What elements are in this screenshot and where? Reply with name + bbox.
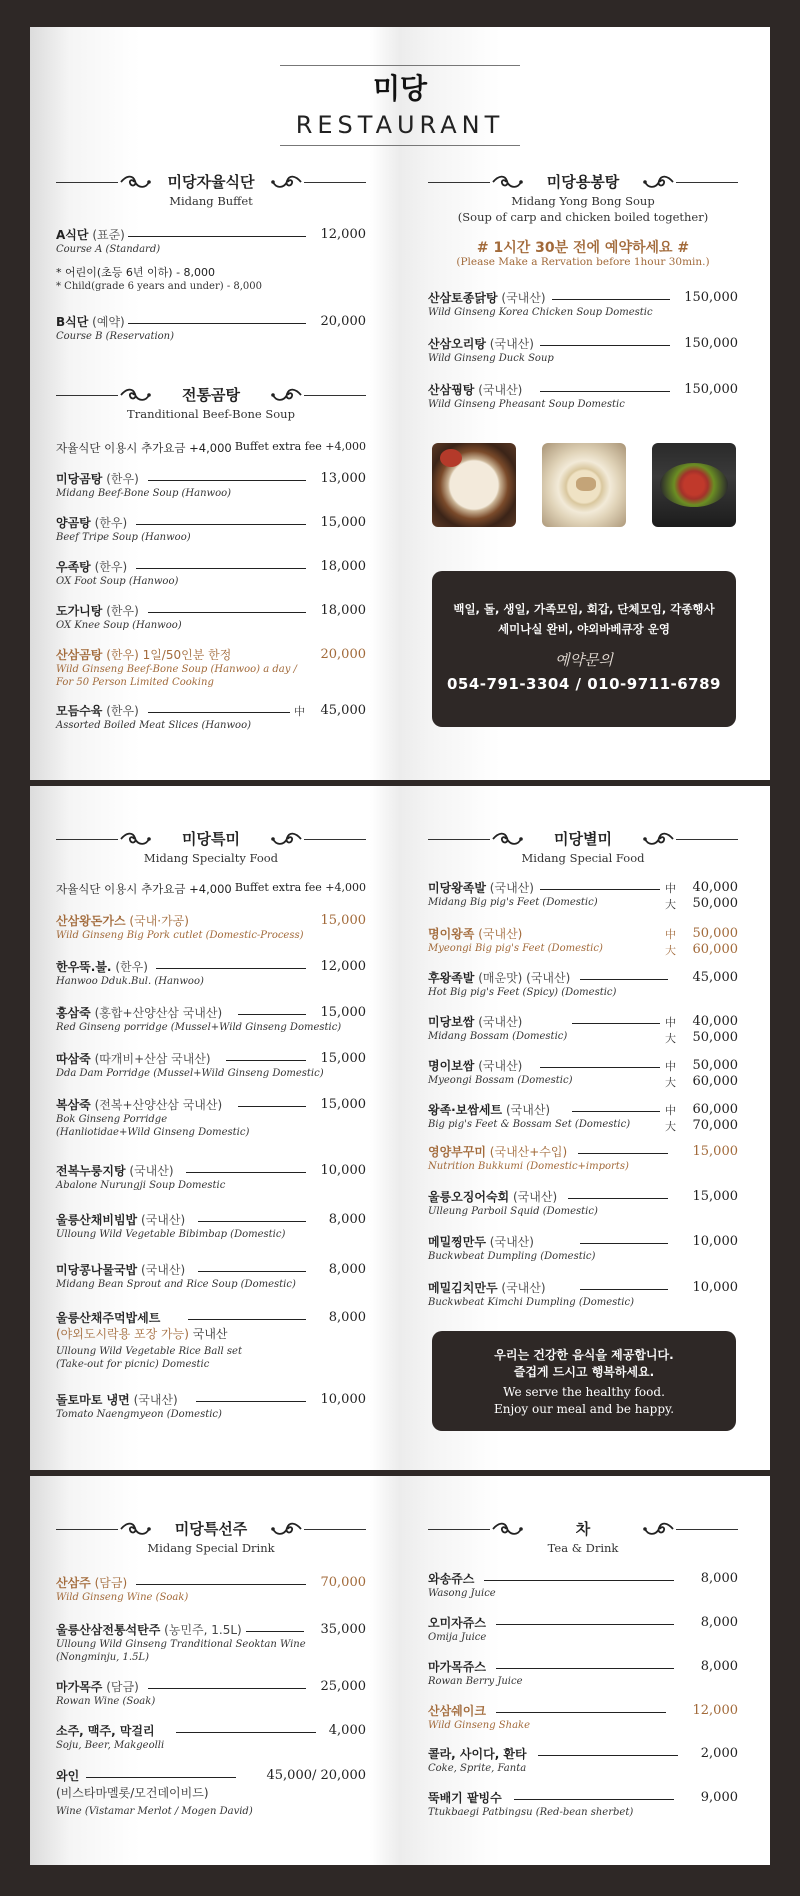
item-price: 15,000 xyxy=(692,1144,738,1159)
item-name: 왕족·보쌈세트 xyxy=(428,1103,503,1117)
item-name: 산삼꿩탕 xyxy=(428,383,475,397)
item-english: Midang Big pig's Feet (Domestic) xyxy=(428,897,598,908)
item-english: Rowan Wine (Soak) xyxy=(56,1696,156,1707)
ornament-left-icon xyxy=(119,173,151,191)
section-subtitle: Midang Specialty Food xyxy=(143,851,279,865)
item-name: 산삼쉐이크 xyxy=(428,1704,486,1718)
item-price-medium: 60,000 xyxy=(692,1102,738,1117)
item-price: 35,000 xyxy=(320,1622,366,1637)
item-name: 메밀찡만두 xyxy=(428,1235,486,1249)
item-note: 국내산 xyxy=(188,1327,228,1341)
item-english: Bok Ginseng Porridge xyxy=(56,1114,168,1125)
item-name: 와인 xyxy=(56,1769,80,1783)
size-medium: 中 xyxy=(665,1016,676,1029)
item-name: 울릉산채주먹밥세트 xyxy=(56,1311,161,1325)
item-note: (따개비+산삼 국내산) xyxy=(94,1052,211,1066)
item-price: 150,000 xyxy=(684,382,738,397)
item-price: 8,000 xyxy=(328,1262,366,1277)
item-name: 영양부꾸미 xyxy=(428,1145,486,1159)
item-price: 15,000 xyxy=(692,1189,738,1204)
item-english: Wine (Vistamar Merlot / Mogen David) xyxy=(56,1806,253,1817)
ornament-right-icon xyxy=(643,830,675,848)
item-note: (국내산) xyxy=(478,1015,523,1029)
item-name: 따삼죽 xyxy=(56,1052,91,1066)
section-subtitle: Tea & Drink xyxy=(547,1541,619,1555)
item-price-large: 70,000 xyxy=(692,1118,738,1133)
message-en-2: Enjoy our meal and be happy. xyxy=(493,1402,675,1416)
section-title: 미당특미 xyxy=(182,830,240,848)
item-english: Wild Ginseng Pheasant Soup Domestic xyxy=(428,399,625,410)
item-price: 8,000 xyxy=(700,1615,738,1630)
message-en-1: We serve the healthy food. xyxy=(503,1385,665,1399)
item-name: 마가목쥬스 xyxy=(428,1660,486,1674)
message-ko-1: 우리는 건강한 음식을 제공합니다. xyxy=(494,1348,674,1362)
item-english: Tomato Naengmyeon (Domestic) xyxy=(56,1409,222,1420)
item-note: (국내산) xyxy=(133,1393,178,1407)
section-header-special-food xyxy=(428,828,738,866)
ornament-right-icon xyxy=(271,386,303,404)
item-english: Wild Ginseng Big Pork cutlet (Domestic-Process) xyxy=(56,930,304,941)
item-price-medium: 40,000 xyxy=(692,1014,738,1029)
right-column xyxy=(428,786,738,1470)
item-name: 마가목주 xyxy=(56,1680,103,1694)
item-price: 18,000 xyxy=(320,603,366,618)
item-english: Ulloung Wild Vegetable Bibimbap (Domestic) xyxy=(56,1229,286,1240)
section-subtitle: Midang Special Drink xyxy=(147,1541,275,1555)
item-price: 15,000 xyxy=(320,913,366,928)
section-header-specialty xyxy=(56,828,366,866)
item-english-2: (Hanliotidae+Wild Ginseng Domestic) xyxy=(56,1127,250,1138)
item-note: (국내산) xyxy=(512,1190,558,1204)
item-name: 울릉산채비빔밥 xyxy=(56,1213,138,1227)
right-column xyxy=(428,27,738,780)
item-name: 미당왕족발 xyxy=(428,881,486,895)
item-note: (국내산) xyxy=(140,1263,186,1277)
item-note: (홍합+산양산삼 국내산) xyxy=(94,1006,223,1020)
section-header-yongbong xyxy=(428,171,738,225)
item-name: 복삼죽 xyxy=(56,1098,91,1112)
section-title: 미당특선주 xyxy=(174,1520,248,1538)
item-english: Assorted Boiled Meat Slices (Hanwoo) xyxy=(56,720,251,731)
item-price: 8,000 xyxy=(700,1571,738,1586)
item-english: Ulloung Wild Ginseng Tranditional Seoktan Wine xyxy=(56,1639,306,1650)
item-name: 뚝배기 팥빙수 xyxy=(428,1791,502,1805)
item-english: Rowan Berry Juice xyxy=(428,1676,523,1687)
buffet-extra-fee xyxy=(56,881,366,897)
item-english: Coke, Sprite, Fanta xyxy=(428,1763,527,1774)
section-header-drinks xyxy=(56,1518,366,1556)
item-note: (한우) xyxy=(106,704,139,718)
phone-numbers[interactable]: 054-791-3304 / 010-9711-6789 xyxy=(446,675,721,693)
item-note: (국내산) xyxy=(489,881,534,895)
item-price: 20,000 xyxy=(320,647,366,662)
item-name: 한우뚝.불. xyxy=(56,960,112,974)
reservation-notice-en: (Please Make a Rervation before 1hour 30min.) xyxy=(456,256,710,268)
left-column xyxy=(56,1476,366,1865)
item-price: 25,000 xyxy=(320,1679,366,1694)
item-name: 홍삼죽 xyxy=(56,1006,91,1020)
item-name: 양곰탕 xyxy=(56,516,91,530)
ornament-right-icon xyxy=(271,1520,303,1538)
item-price-medium: 50,000 xyxy=(692,1058,738,1073)
item-note: (국내산) xyxy=(505,1103,551,1117)
item-english: Beef Tripe Soup (Hanwoo) xyxy=(56,532,191,543)
item-english: Course A (Standard) xyxy=(56,244,161,255)
buffet-extra-fee xyxy=(56,440,366,456)
item-english-2: (Take-out for picnic) Domestic xyxy=(56,1359,210,1370)
item-note: (국내산+수입) xyxy=(489,1145,568,1159)
item-english: Midang Beef-Bone Soup (Hanwoo) xyxy=(56,488,232,499)
item-price: 150,000 xyxy=(684,336,738,351)
item-note: (담금) xyxy=(106,1680,139,1694)
item-price: 8,000 xyxy=(328,1310,366,1325)
item-note: (국내산) xyxy=(501,1281,546,1295)
section-subtitle: Midang Special Food xyxy=(521,851,645,865)
size-medium: 中 xyxy=(665,882,676,895)
item-name: 산삼토종닭탕 xyxy=(428,291,498,305)
section-title: 차 xyxy=(575,1520,591,1538)
item-price: 2,000 xyxy=(700,1746,738,1761)
item-price: 45,000 xyxy=(692,970,738,985)
item-name: 명이보쌈 xyxy=(428,1059,475,1073)
item-english: Ulleung Parboil Squid (Domestic) xyxy=(428,1206,598,1217)
item-price-large: 60,000 xyxy=(692,942,738,957)
item-name: 전복누룽지탕 xyxy=(56,1164,126,1178)
section-header-tea xyxy=(428,1518,738,1556)
item-english: Midang Bean Sprout and Rice Soup (Domestic) xyxy=(56,1279,296,1290)
size-large: 大 xyxy=(665,1120,676,1133)
ornament-left-icon xyxy=(491,830,523,848)
item-name: B식단 xyxy=(56,315,89,329)
reservation-notice-ko: # 1시간 30분 전에 예약하세요 # xyxy=(476,240,690,256)
item-price: 15,000 xyxy=(320,1097,366,1112)
size-medium: 中 xyxy=(665,928,676,941)
item-name: 메밀김치만두 xyxy=(428,1281,498,1295)
item-price: 15,000 xyxy=(320,515,366,530)
item-name: 후왕족발 xyxy=(428,971,475,985)
item-note: (비스타마멜롯/모건데이비드) xyxy=(56,1786,209,1800)
ornament-left-icon xyxy=(119,1520,151,1538)
size-medium: 中 xyxy=(665,1060,676,1073)
section-title: 미당용봉탕 xyxy=(546,173,620,191)
item-note: (한우) xyxy=(106,472,139,486)
item-english-2: For 50 Person Limited Cooking xyxy=(56,677,214,688)
child-price-en: * Child(grade 6 years and under) - 8,000 xyxy=(56,281,263,292)
item-english: Buckwbeat Dumpling (Domestic) xyxy=(428,1251,596,1262)
menu-panel-drinks xyxy=(30,1476,770,1865)
item-note: (매운맛) (국내산) xyxy=(478,971,571,985)
extra-fee-en: Buffet extra fee +4,000 xyxy=(234,881,366,894)
item-name: 울릉산삼전통석탄주 xyxy=(56,1623,161,1637)
platter-photo xyxy=(652,443,736,527)
item-name: 돌토마토 냉면 xyxy=(56,1393,130,1407)
size-medium: 中 xyxy=(665,1104,676,1117)
item-note: (한우) xyxy=(106,604,139,618)
item-name: 미당곰탕 xyxy=(56,472,103,486)
item-name: 산삼주 xyxy=(56,1576,91,1590)
message-box xyxy=(432,1331,736,1431)
ornament-left-icon xyxy=(491,173,523,191)
item-name: 미당콩나물국밥 xyxy=(56,1263,138,1277)
item-name: 우족탕 xyxy=(56,560,91,574)
left-column xyxy=(56,27,366,780)
item-name: 오미자쥬스 xyxy=(428,1616,486,1630)
item-english: Buckwbeat Kimchi Dumpling (Domestic) xyxy=(428,1297,635,1308)
item-name: 산삼오리탕 xyxy=(428,337,486,351)
item-price: 12,000 xyxy=(692,1703,738,1718)
item-note: (국내산) xyxy=(478,383,523,397)
item-english: Midang Bossam (Domestic) xyxy=(428,1031,568,1042)
size-label: 中 xyxy=(294,705,305,718)
item-note: (전복+산양산삼 국내산) xyxy=(94,1098,223,1112)
ornament-left-icon xyxy=(119,386,151,404)
item-name: 소주, 맥주, 막걸리 xyxy=(56,1724,155,1738)
item-name: A식단 xyxy=(56,228,89,242)
section-subtitle: Tranditional Beef-Bone Soup xyxy=(127,407,295,421)
item-note: (담금) xyxy=(94,1576,128,1590)
item-price: 12,000 xyxy=(320,959,366,974)
size-large: 大 xyxy=(665,1076,676,1089)
item-price: 15,000 xyxy=(320,1005,366,1020)
item-name: 모듬수육 xyxy=(56,704,103,718)
item-note: (국내산) xyxy=(478,1059,523,1073)
item-price: 9,000 xyxy=(700,1790,738,1805)
item-price-large: 50,000 xyxy=(692,1030,738,1045)
section-header-beef-soup xyxy=(56,384,366,422)
item-note: (국내산) xyxy=(478,927,523,941)
ornament-left-icon xyxy=(491,1520,523,1538)
size-large: 大 xyxy=(665,1032,676,1045)
item-price: 4,000 xyxy=(328,1723,366,1738)
item-english: Soju, Beer, Makgeolli xyxy=(56,1740,165,1751)
item-name: 도가니탕 xyxy=(56,604,103,618)
item-english: Big pig's Feet & Bossam Set (Domestic) xyxy=(428,1119,631,1130)
item-price: 10,000 xyxy=(692,1280,738,1295)
item-price: 10,000 xyxy=(692,1234,738,1249)
item-english: Abalone Nurungji Soup Domestic xyxy=(56,1180,226,1191)
extra-fee-en: Buffet extra fee +4,000 xyxy=(234,440,366,453)
item-note: (한우) xyxy=(115,960,148,974)
section-title: 미당별미 xyxy=(554,830,612,848)
item-english: Myeongi Big pig's Feet (Domestic) xyxy=(428,943,603,954)
section-title: 전통곰탕 xyxy=(182,386,240,404)
section-subtitle: Midang Yong Bong Soup xyxy=(511,194,655,208)
item-english: Ttukbaegi Patbingsu (Red-bean sherbet) xyxy=(428,1807,634,1818)
item-english: Wild Ginseng Duck Soup xyxy=(428,353,554,364)
item-name: 산삼왕돈가스 xyxy=(56,914,126,928)
item-price: 45,000 xyxy=(320,703,366,718)
left-column xyxy=(56,786,366,1470)
section-subtitle: Midang Buffet xyxy=(169,194,253,208)
item-price: 18,000 xyxy=(320,559,366,574)
item-note: (국내·가공) xyxy=(129,914,189,928)
item-price: 15,000 xyxy=(320,1051,366,1066)
restaurant-title-en: RESTAURANT xyxy=(295,111,505,139)
event-info-box xyxy=(432,571,736,727)
item-price: 150,000 xyxy=(684,290,738,305)
size-large: 大 xyxy=(665,898,676,911)
extra-fee-ko: 자율식단 이용시 추가요금 +4,000 xyxy=(56,882,232,896)
item-english: Wild Ginseng Wine (Soak) xyxy=(56,1592,189,1603)
soup-photo xyxy=(432,443,516,527)
item-note: (국내산) xyxy=(489,1235,534,1249)
item-price: 10,000 xyxy=(320,1392,366,1407)
item-price: 12,000 xyxy=(320,227,366,242)
item-price: 13,000 xyxy=(320,471,366,486)
item-price: 10,000 xyxy=(320,1163,366,1178)
item-english: Wild Ginseng Beef-Bone Soup (Hanwoo) a day / xyxy=(56,664,297,675)
message-ko-2: 즐겁게 드시고 행복하세요. xyxy=(513,1365,655,1379)
extra-fee-ko: 자율식단 이용시 추가요금 +4,000 xyxy=(56,441,232,455)
item-note: (한우) xyxy=(94,560,128,574)
item-english: Omija Juice xyxy=(428,1632,487,1643)
right-column xyxy=(428,1476,738,1865)
section-title: 미당자율식단 xyxy=(167,173,255,191)
item-note: (국내산) xyxy=(129,1164,174,1178)
item-note: (국내산) xyxy=(140,1213,186,1227)
item-english-2: (Nongminju, 1.5L) xyxy=(56,1652,149,1663)
item-price: 70,000 xyxy=(320,1575,366,1590)
item-name: 와송쥬스 xyxy=(428,1572,475,1586)
ornament-right-icon xyxy=(271,173,303,191)
item-name: 콜라, 사이다, 환타 xyxy=(428,1747,527,1761)
item-price: 8,000 xyxy=(700,1659,738,1674)
ornament-right-icon xyxy=(271,830,303,848)
item-price-large: 50,000 xyxy=(692,896,738,911)
item-name: 미당보쌈 xyxy=(428,1015,475,1029)
item-note: (한우) xyxy=(94,516,128,530)
item-price: 8,000 xyxy=(328,1212,366,1227)
item-english: OX Knee Soup (Hanwoo) xyxy=(56,620,182,631)
ornament-right-icon xyxy=(643,173,675,191)
item-note: (국내산) xyxy=(489,337,534,351)
section-subtitle-2: (Soup of carp and chicken boiled together) xyxy=(457,210,709,224)
item-english: Ulloung Wild Vegetable Rice Ball set xyxy=(56,1346,242,1357)
item-english: Nutrition Bukkumi (Domestic+imports) xyxy=(428,1161,629,1172)
item-english: Myeongi Bossam (Domestic) xyxy=(428,1075,573,1086)
item-note: (한우) 1일/50인분 한정 xyxy=(106,648,232,662)
item-note: (표준) xyxy=(92,228,125,242)
reservation-label: 예약문의 xyxy=(555,651,613,669)
dumpling-photo xyxy=(542,443,626,527)
item-english: Wild Ginseng Shake xyxy=(428,1720,531,1731)
item-price: 20,000 xyxy=(320,314,366,329)
section-header-buffet xyxy=(56,171,366,209)
item-price: 45,000/ 20,000 xyxy=(266,1768,366,1783)
item-english: Wild Ginseng Korea Chicken Soup Domestic xyxy=(428,307,653,318)
item-price-medium: 50,000 xyxy=(692,926,738,941)
item-english: Red Ginseng porridge (Mussel+Wild Ginseng Domestic) xyxy=(56,1022,342,1033)
item-price-large: 60,000 xyxy=(692,1074,738,1089)
item-english: Hot Big pig's Feet (Spicy) (Domestic) xyxy=(428,987,617,998)
item-name: 산삼곰탕 xyxy=(56,648,103,662)
item-english: Hanwoo Dduk.Bul. (Hanwoo) xyxy=(56,976,204,987)
child-price-ko: * 어린이(초등 6년 이하) - 8,000 xyxy=(56,266,216,279)
item-note: (국내산) xyxy=(501,291,546,305)
ornament-left-icon xyxy=(119,830,151,848)
item-name: 울릉오징어숙회 xyxy=(428,1190,510,1204)
item-english: Dda Dam Porridge (Mussel+Wild Ginseng Domestic) xyxy=(56,1068,324,1079)
item-note: (농민주, 1.5L) xyxy=(164,1623,242,1637)
size-large: 大 xyxy=(665,944,676,957)
item-price-medium: 40,000 xyxy=(692,880,738,895)
menu-panel-specialty xyxy=(30,786,770,1470)
item-english: OX Foot Soup (Hanwoo) xyxy=(56,576,179,587)
item-english: Course B (Reservation) xyxy=(56,331,175,342)
item-name: 명이왕족 xyxy=(428,927,475,941)
item-english: Wasong Juice xyxy=(428,1588,496,1599)
item-note-highlight: (야외도시락용 포장 가능) xyxy=(56,1327,189,1341)
event-line-2: 세미나실 완비, 야외바베큐장 운영 xyxy=(498,622,670,636)
item-note: (예약) xyxy=(92,315,125,329)
ornament-right-icon xyxy=(643,1520,675,1538)
restaurant-title-ko: 미당 xyxy=(372,72,428,105)
menu-panel-soups xyxy=(30,27,770,780)
event-line-1: 백일, 돌, 생일, 가족모임, 회갑, 단체모임, 각종행사 xyxy=(453,602,715,616)
